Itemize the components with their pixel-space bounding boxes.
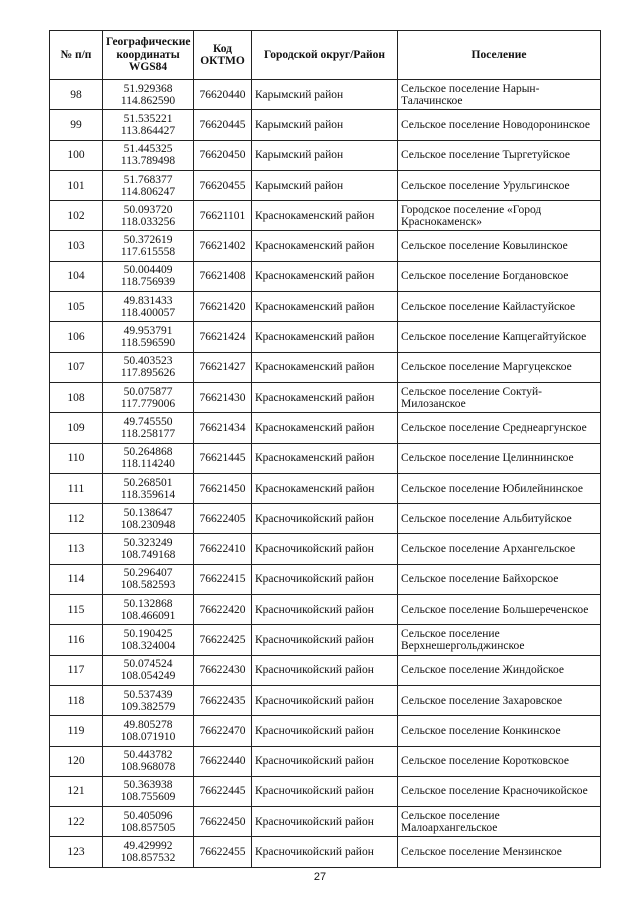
oktmo-code: 76622455: [194, 837, 252, 867]
table-row: [50, 110, 601, 140]
table-row: [50, 140, 601, 170]
settlement-name: Сельское поселение Конкинское: [398, 716, 601, 746]
latitude: 51.445325: [123, 143, 173, 156]
longitude: 117.895626: [120, 367, 176, 380]
district-name: Краснокаменский район: [252, 382, 398, 412]
district-name: Красночикойский район: [252, 776, 398, 806]
oktmo-code: 76621101: [194, 201, 252, 231]
coordinates-cell: [103, 80, 194, 110]
table-row: [50, 837, 601, 867]
row-number: 115: [50, 595, 103, 625]
header-settlement: Поселение: [398, 31, 601, 80]
table-row: [50, 655, 601, 685]
coordinates-cell: [103, 837, 194, 867]
oktmo-code: 76621434: [194, 413, 252, 443]
coordinates-cell: [103, 564, 194, 594]
district-name: Красночикойский район: [252, 625, 398, 655]
oktmo-code: 76620455: [194, 170, 252, 200]
table-row: [50, 776, 601, 806]
row-number: 104: [50, 261, 103, 291]
district-name: Краснокаменский район: [252, 443, 398, 473]
district-name: Красночикойский район: [252, 655, 398, 685]
oktmo-code: 76622445: [194, 776, 252, 806]
table-row: [50, 80, 601, 110]
coordinates-cell: [103, 595, 194, 625]
longitude: 108.857532: [120, 852, 176, 865]
settlement-name: Сельское поселение Тыргетуйское: [398, 140, 601, 170]
latitude: 50.443782: [123, 749, 173, 762]
latitude: 50.296407: [123, 567, 173, 580]
oktmo-code: 76622435: [194, 685, 252, 715]
latitude: 50.363938: [123, 779, 173, 792]
settlement-name: Сельское поселение Маргуцекское: [398, 352, 601, 382]
oktmo-code: 76622415: [194, 564, 252, 594]
district-name: Краснокаменский район: [252, 413, 398, 443]
latitude: 51.768377: [123, 173, 173, 186]
table-row: [50, 625, 601, 655]
district-name: Краснокаменский район: [252, 201, 398, 231]
longitude: 113.864427: [120, 124, 176, 137]
longitude: 114.806247: [120, 185, 176, 198]
table-body: [50, 80, 601, 868]
settlement-name: Сельское поселение Богдановское: [398, 261, 601, 291]
table-row: [50, 413, 601, 443]
district-name: Краснокаменский район: [252, 292, 398, 322]
row-number: 98: [50, 80, 103, 110]
row-number: 114: [50, 564, 103, 594]
latitude: 50.190425: [123, 627, 173, 640]
latitude: 50.405096: [123, 809, 173, 822]
district-name: Красночикойский район: [252, 746, 398, 776]
longitude: 109.382579: [120, 700, 176, 713]
coordinates-cell: [103, 746, 194, 776]
row-number: 110: [50, 443, 103, 473]
longitude: 108.071910: [120, 730, 176, 743]
settlement-name: Сельское поселение Малоархангельское: [398, 807, 601, 837]
table-row: [50, 595, 601, 625]
latitude: 50.132868: [123, 597, 173, 610]
latitude: 50.372619: [123, 234, 173, 247]
table-row: [50, 292, 601, 322]
settlement-name: Сельское поселение Новодоронинское: [398, 110, 601, 140]
row-number: 99: [50, 110, 103, 140]
latitude: 49.745550: [123, 415, 173, 428]
row-number: 123: [50, 837, 103, 867]
oktmo-code: 76621420: [194, 292, 252, 322]
longitude: 108.582593: [120, 579, 176, 592]
table-row: [50, 746, 601, 776]
latitude: 50.138647: [123, 506, 173, 519]
oktmo-code: 76622440: [194, 746, 252, 776]
table-row: [50, 170, 601, 200]
settlement-name: Сельское поселение Верхнешергольджинское: [398, 625, 601, 655]
district-name: Краснокаменский район: [252, 261, 398, 291]
district-name: Карымский район: [252, 170, 398, 200]
table-row: [50, 231, 601, 261]
coordinates-cell: [103, 807, 194, 837]
settlement-name: Сельское поселение Архангельское: [398, 534, 601, 564]
longitude: 113.789498: [120, 155, 176, 168]
header-num: № п/п: [50, 31, 103, 80]
header-coords: Географические координаты WGS84: [103, 31, 194, 80]
coordinates-cell: [103, 322, 194, 352]
latitude: 50.323249: [123, 537, 173, 550]
row-number: 116: [50, 625, 103, 655]
oktmo-code: 76621430: [194, 382, 252, 412]
longitude: 118.033256: [120, 215, 176, 228]
coordinates-cell: [103, 352, 194, 382]
oktmo-code: 76622425: [194, 625, 252, 655]
district-name: Карымский район: [252, 80, 398, 110]
latitude: 50.074524: [123, 658, 173, 671]
oktmo-code: 76620440: [194, 80, 252, 110]
longitude: 118.114240: [121, 458, 175, 471]
table-row: [50, 261, 601, 291]
longitude: 118.596590: [120, 337, 176, 350]
longitude: 108.857505: [120, 821, 176, 834]
table-row: [50, 322, 601, 352]
settlement-name: Сельское поселение Альбитуйское: [398, 504, 601, 534]
row-number: 120: [50, 746, 103, 776]
oktmo-code: 76622405: [194, 504, 252, 534]
oktmo-code: 76622410: [194, 534, 252, 564]
coordinates-cell: [103, 534, 194, 564]
coordinates-cell: [103, 382, 194, 412]
row-number: 113: [50, 534, 103, 564]
district-name: Красночикойский район: [252, 716, 398, 746]
row-number: 101: [50, 170, 103, 200]
district-name: Карымский район: [252, 140, 398, 170]
district-name: Краснокаменский район: [252, 352, 398, 382]
coordinates-cell: [103, 443, 194, 473]
oktmo-code: 76621408: [194, 261, 252, 291]
latitude: 50.004409: [123, 264, 173, 277]
oktmo-code: 76622430: [194, 655, 252, 685]
coordinates-cell: [103, 110, 194, 140]
latitude: 49.831433: [123, 294, 173, 307]
table-row: [50, 504, 601, 534]
district-name: Красночикойский район: [252, 837, 398, 867]
oktmo-code: 76621424: [194, 322, 252, 352]
district-name: Красночикойский район: [252, 807, 398, 837]
row-number: 121: [50, 776, 103, 806]
row-number: 108: [50, 382, 103, 412]
settlement-name: Сельское поселение Соктуй-Милозанское: [398, 382, 601, 412]
row-number: 118: [50, 685, 103, 715]
coordinates-cell: [103, 413, 194, 443]
longitude: 108.755609: [120, 791, 176, 804]
settlement-name: Сельское поселение Жиндойское: [398, 655, 601, 685]
row-number: 103: [50, 231, 103, 261]
longitude: 108.230948: [120, 518, 176, 531]
row-number: 117: [50, 655, 103, 685]
table-header-row: [50, 31, 601, 80]
latitude: 50.075877: [123, 385, 173, 398]
longitude: 108.466091: [120, 609, 176, 622]
settlement-name: Сельское поселение Мензинское: [398, 837, 601, 867]
latitude: 49.429992: [123, 840, 173, 853]
longitude: 108.324004: [120, 639, 176, 652]
district-name: Красночикойский район: [252, 564, 398, 594]
row-number: 109: [50, 413, 103, 443]
settlement-name: Сельское поселение Целиннинское: [398, 443, 601, 473]
latitude: 49.805278: [123, 718, 173, 731]
coordinates-cell: [103, 231, 194, 261]
latitude: 50.093720: [123, 203, 173, 216]
longitude: 114.862590: [120, 94, 176, 107]
latitude: 49.953791: [123, 325, 173, 338]
latitude: 50.403523: [123, 355, 173, 368]
latitude: 50.268501: [123, 476, 173, 489]
settlement-name: Городское поселение «Город Краснокаменск»: [398, 201, 601, 231]
longitude: 117.615558: [120, 246, 176, 259]
settlement-name: Сельское поселение Захаровское: [398, 685, 601, 715]
settlement-name: Сельское поселение Среднеаргунское: [398, 413, 601, 443]
district-name: Красночикойский район: [252, 685, 398, 715]
table-row: [50, 443, 601, 473]
oktmo-code: 76621427: [194, 352, 252, 382]
oktmo-code: 76621402: [194, 231, 252, 261]
longitude: 108.749168: [120, 549, 176, 562]
coordinates-cell: [103, 473, 194, 503]
coordinates-cell: [103, 625, 194, 655]
header-oktmo: Код ОКТМО: [194, 31, 252, 80]
header-district: Городской округ/Район: [252, 31, 398, 80]
district-name: Карымский район: [252, 110, 398, 140]
settlement-name: Сельское поселение Большереченское: [398, 595, 601, 625]
row-number: 111: [50, 473, 103, 503]
row-number: 119: [50, 716, 103, 746]
page-number: 27: [313, 871, 327, 883]
settlements-table: [49, 30, 601, 868]
row-number: 107: [50, 352, 103, 382]
settlement-name: Сельское поселение Капцегайтуйское: [398, 322, 601, 352]
oktmo-code: 76622470: [194, 716, 252, 746]
latitude: 51.535221: [123, 112, 173, 125]
table-row: [50, 564, 601, 594]
coordinates-cell: [103, 201, 194, 231]
row-number: 105: [50, 292, 103, 322]
longitude: 118.400057: [120, 306, 176, 319]
settlement-name: Сельское поселение Красночикойское: [398, 776, 601, 806]
coordinates-cell: [103, 685, 194, 715]
longitude: 108.054249: [120, 670, 176, 683]
table-row: [50, 352, 601, 382]
settlement-name: Сельское поселение Ковылинское: [398, 231, 601, 261]
district-name: Красночикойский район: [252, 534, 398, 564]
table-row: [50, 382, 601, 412]
latitude: 50.264868: [123, 446, 173, 459]
coordinates-cell: [103, 140, 194, 170]
oktmo-code: 76621450: [194, 473, 252, 503]
longitude: 118.756939: [120, 276, 176, 289]
settlement-name: Сельское поселение Коротковское: [398, 746, 601, 776]
district-name: Краснокаменский район: [252, 473, 398, 503]
settlement-name: Сельское поселение Кайластуйское: [398, 292, 601, 322]
row-number: 100: [50, 140, 103, 170]
settlement-name: Сельское поселение Нарын-Талачинское: [398, 80, 601, 110]
oktmo-code: 76622450: [194, 807, 252, 837]
oktmo-code: 76620445: [194, 110, 252, 140]
coordinates-cell: [103, 504, 194, 534]
oktmo-code: 76622420: [194, 595, 252, 625]
district-name: Краснокаменский район: [252, 231, 398, 261]
table-row: [50, 473, 601, 503]
coordinates-cell: [103, 170, 194, 200]
coordinates-cell: [103, 655, 194, 685]
settlement-name: Сельское поселение Юбилейнинское: [398, 473, 601, 503]
row-number: 122: [50, 807, 103, 837]
coordinates-cell: [103, 716, 194, 746]
table-row: [50, 534, 601, 564]
district-name: Красночикойский район: [252, 504, 398, 534]
district-name: Краснокаменский район: [252, 322, 398, 352]
coordinates-cell: [103, 292, 194, 322]
district-name: Красночикойский район: [252, 595, 398, 625]
row-number: 106: [50, 322, 103, 352]
table-row: [50, 685, 601, 715]
settlement-name: Сельское поселение Урульгинское: [398, 170, 601, 200]
latitude: 50.537439: [123, 688, 173, 701]
latitude: 51.929368: [123, 82, 173, 95]
coordinates-cell: [103, 261, 194, 291]
table-row: [50, 807, 601, 837]
table-row: [50, 716, 601, 746]
table-row: [50, 201, 601, 231]
longitude: 108.968078: [120, 761, 176, 774]
oktmo-code: 76620450: [194, 140, 252, 170]
coordinates-cell: [103, 776, 194, 806]
longitude: 118.258177: [120, 427, 176, 440]
oktmo-code: 76621445: [194, 443, 252, 473]
longitude: 117.779006: [120, 397, 176, 410]
longitude: 118.359614: [120, 488, 176, 501]
row-number: 112: [50, 504, 103, 534]
row-number: 102: [50, 201, 103, 231]
settlement-name: Сельское поселение Байхорское: [398, 564, 601, 594]
